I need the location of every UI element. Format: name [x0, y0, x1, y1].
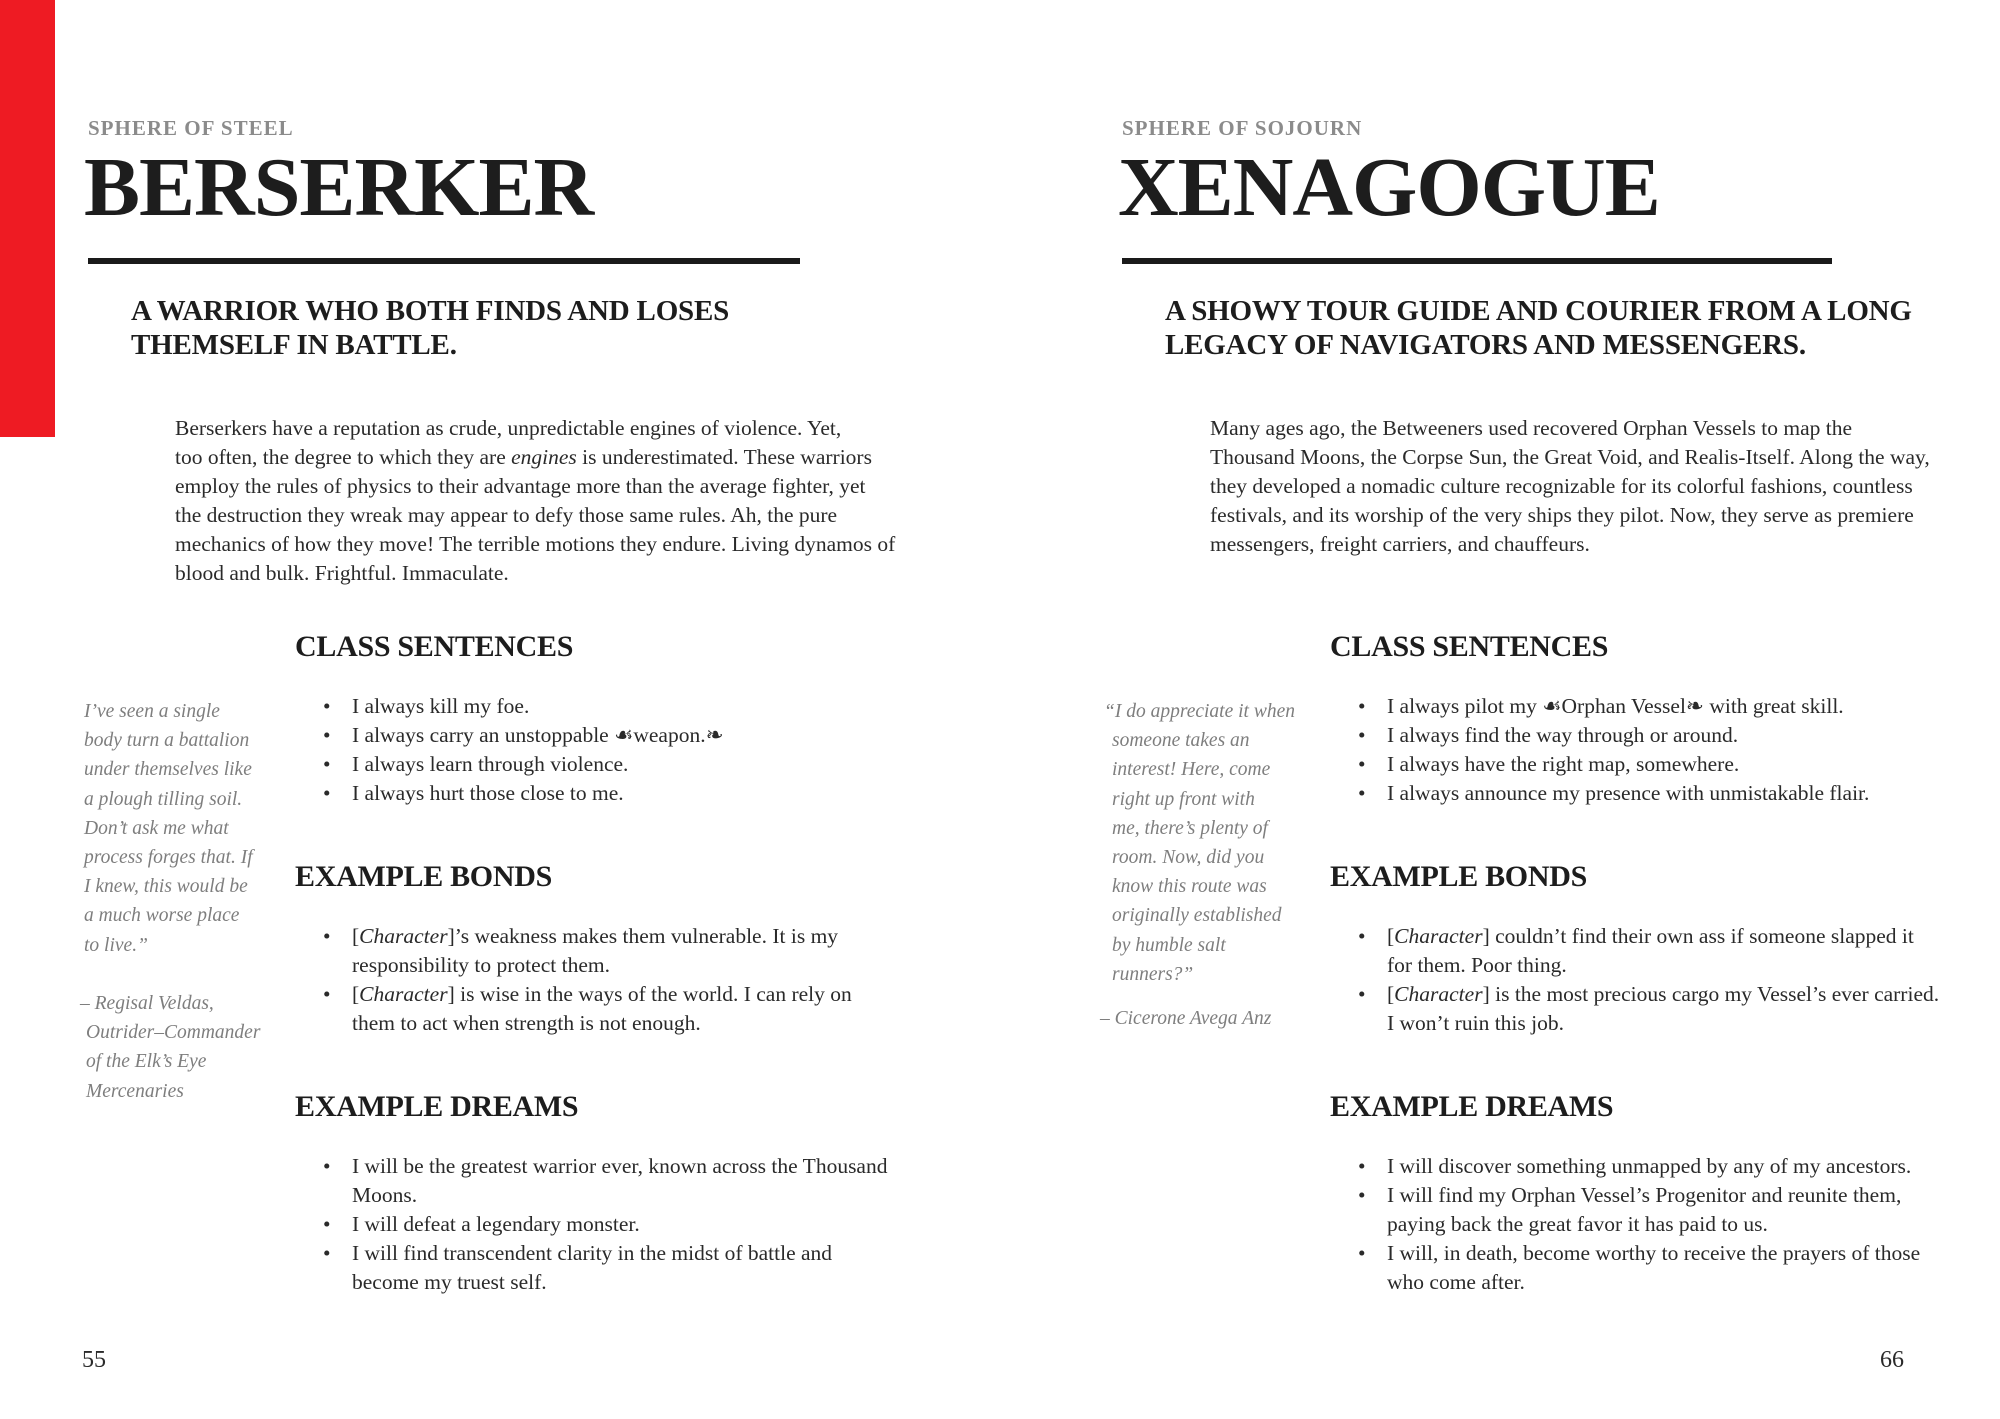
- left-example-dreams-heading: EXAMPLE DREAMS: [295, 1090, 579, 1123]
- right-page-number: 66: [1880, 1347, 1904, 1373]
- left-class-title: BERSERKER: [84, 141, 594, 234]
- left-margin-quote-attribution: – Regisal Veldas, Outrider–Commander of the Elk’s Eye Mercenaries: [80, 993, 261, 1102]
- list-item: • I always announce my presence with unmistakable flair.: [1330, 779, 2000, 808]
- list-item: • I will find transcendent clarity in the midst of battle and become my truest self.: [295, 1239, 995, 1297]
- left-margin-quote: I’ve seen a single body turn a battalion under themselves like a plough tilling soil. Don’t ask me what process forges that. If I knew, this would be a much worse place to live.”: [84, 701, 253, 956]
- list-item: • [Character]’s weakness makes them vulnerable. It is my responsibility to protect them.: [295, 922, 995, 980]
- left-example-dreams-list: [295, 1152, 995, 1297]
- list-item: • I always find the way through or around.: [1330, 721, 2000, 750]
- list-item: • I always kill my foe.: [295, 692, 995, 721]
- right-margin-quote: “I do appreciate it when someone takes an interest! Here, come right up front with me, there’s plenty of room. Now, did you know this route was originally established by humble salt runners?”: [1104, 701, 1296, 985]
- left-class-sentences-heading: CLASS SENTENCES: [295, 630, 574, 663]
- right-example-bonds-heading: EXAMPLE BONDS: [1330, 860, 1587, 893]
- right-class-title: XENAGOGUE: [1118, 141, 1660, 234]
- list-item: • I always pilot my ☙Orphan Vessel❧ with great skill.: [1330, 692, 2000, 721]
- left-title-rule: [88, 258, 800, 264]
- left-page-number: 55: [82, 1347, 106, 1373]
- right-margin-quote-attribution: – Cicerone Avega Anz: [1100, 1008, 1272, 1029]
- right-example-dreams-heading: EXAMPLE DREAMS: [1330, 1090, 1614, 1123]
- left-example-bonds-heading: EXAMPLE BONDS: [295, 860, 552, 893]
- left-intro-paragraph: Berserkers have a reputation as crude, unpredictable engines of violence. Yet, too often, the degree to which they are engines is underestimated. These warriors employ the rules of physics to their advantage more than the average fighter, yet the destruction they wreak may appear to defy those same rules. Ah, the pure mechanics of how they move! The terrible motions they endure. Living dynamos of blood and bulk. Frightful. Immaculate.: [175, 416, 896, 585]
- list-item: • [Character] couldn’t find their own ass if someone slapped it for them. Poor thing.: [1330, 922, 2000, 980]
- left-example-bonds-list: [295, 922, 995, 1038]
- list-item: • [Character] is the most precious cargo my Vessel’s ever carried. I won’t ruin this job.: [1330, 980, 2000, 1038]
- list-item: • I will be the greatest warrior ever, known across the Thousand Moons.: [295, 1152, 995, 1210]
- list-item: • I will, in death, become worthy to receive the prayers of those who come after.: [1330, 1239, 2000, 1297]
- right-class-sentences-list: [1330, 692, 2000, 808]
- list-item: • I always have the right map, somewhere.: [1330, 750, 2000, 779]
- list-item: • I will find my Orphan Vessel’s Progenitor and reunite them, paying back the great favor it has paid to us.: [1330, 1181, 2000, 1239]
- right-intro-paragraph: Many ages ago, the Betweeners used recovered Orphan Vessels to map the Thousand Moons, the Corpse Sun, the Great Void, and Realis-Itself. Along the way, they developed a nomadic culture recognizable for its colorful fashions, countless festivals, and its worship of the very ships they pilot. Now, they serve as premiere messengers, freight carriers, and chauffeurs.: [1210, 416, 1930, 556]
- list-item: • I will discover something unmapped by any of my ancestors.: [1330, 1152, 2000, 1181]
- list-item: • I will defeat a legendary monster.: [295, 1210, 995, 1239]
- right-example-dreams-list: [1330, 1152, 2000, 1297]
- list-item: • I always hurt those close to me.: [295, 779, 995, 808]
- list-item: • I always learn through violence.: [295, 750, 995, 779]
- right-class-sentences-heading: CLASS SENTENCES: [1330, 630, 1609, 663]
- right-class-subtitle: A SHOWY TOUR GUIDE AND COURIER FROM A LONG LEGACY OF NAVIGATORS AND MESSENGERS.: [1165, 295, 1912, 361]
- list-item: • I always carry an unstoppable ☙weapon.❧: [295, 721, 995, 750]
- left-class-subtitle: A WARRIOR WHO BOTH FINDS AND LOSES THEMSELF IN BATTLE.: [131, 295, 730, 361]
- list-item: • [Character] is wise in the ways of the world. I can rely on them to act when strength is not enough.: [295, 980, 995, 1038]
- right-example-bonds-list: [1330, 922, 2000, 1038]
- left-class-sentences-list: [295, 692, 995, 808]
- right-title-rule: [1122, 258, 1832, 264]
- chapter-edge-tab: [0, 0, 55, 437]
- right-sphere-eyebrow: SPHERE OF SOJOURN: [1122, 116, 1363, 140]
- left-sphere-eyebrow: SPHERE OF STEEL: [88, 116, 294, 140]
